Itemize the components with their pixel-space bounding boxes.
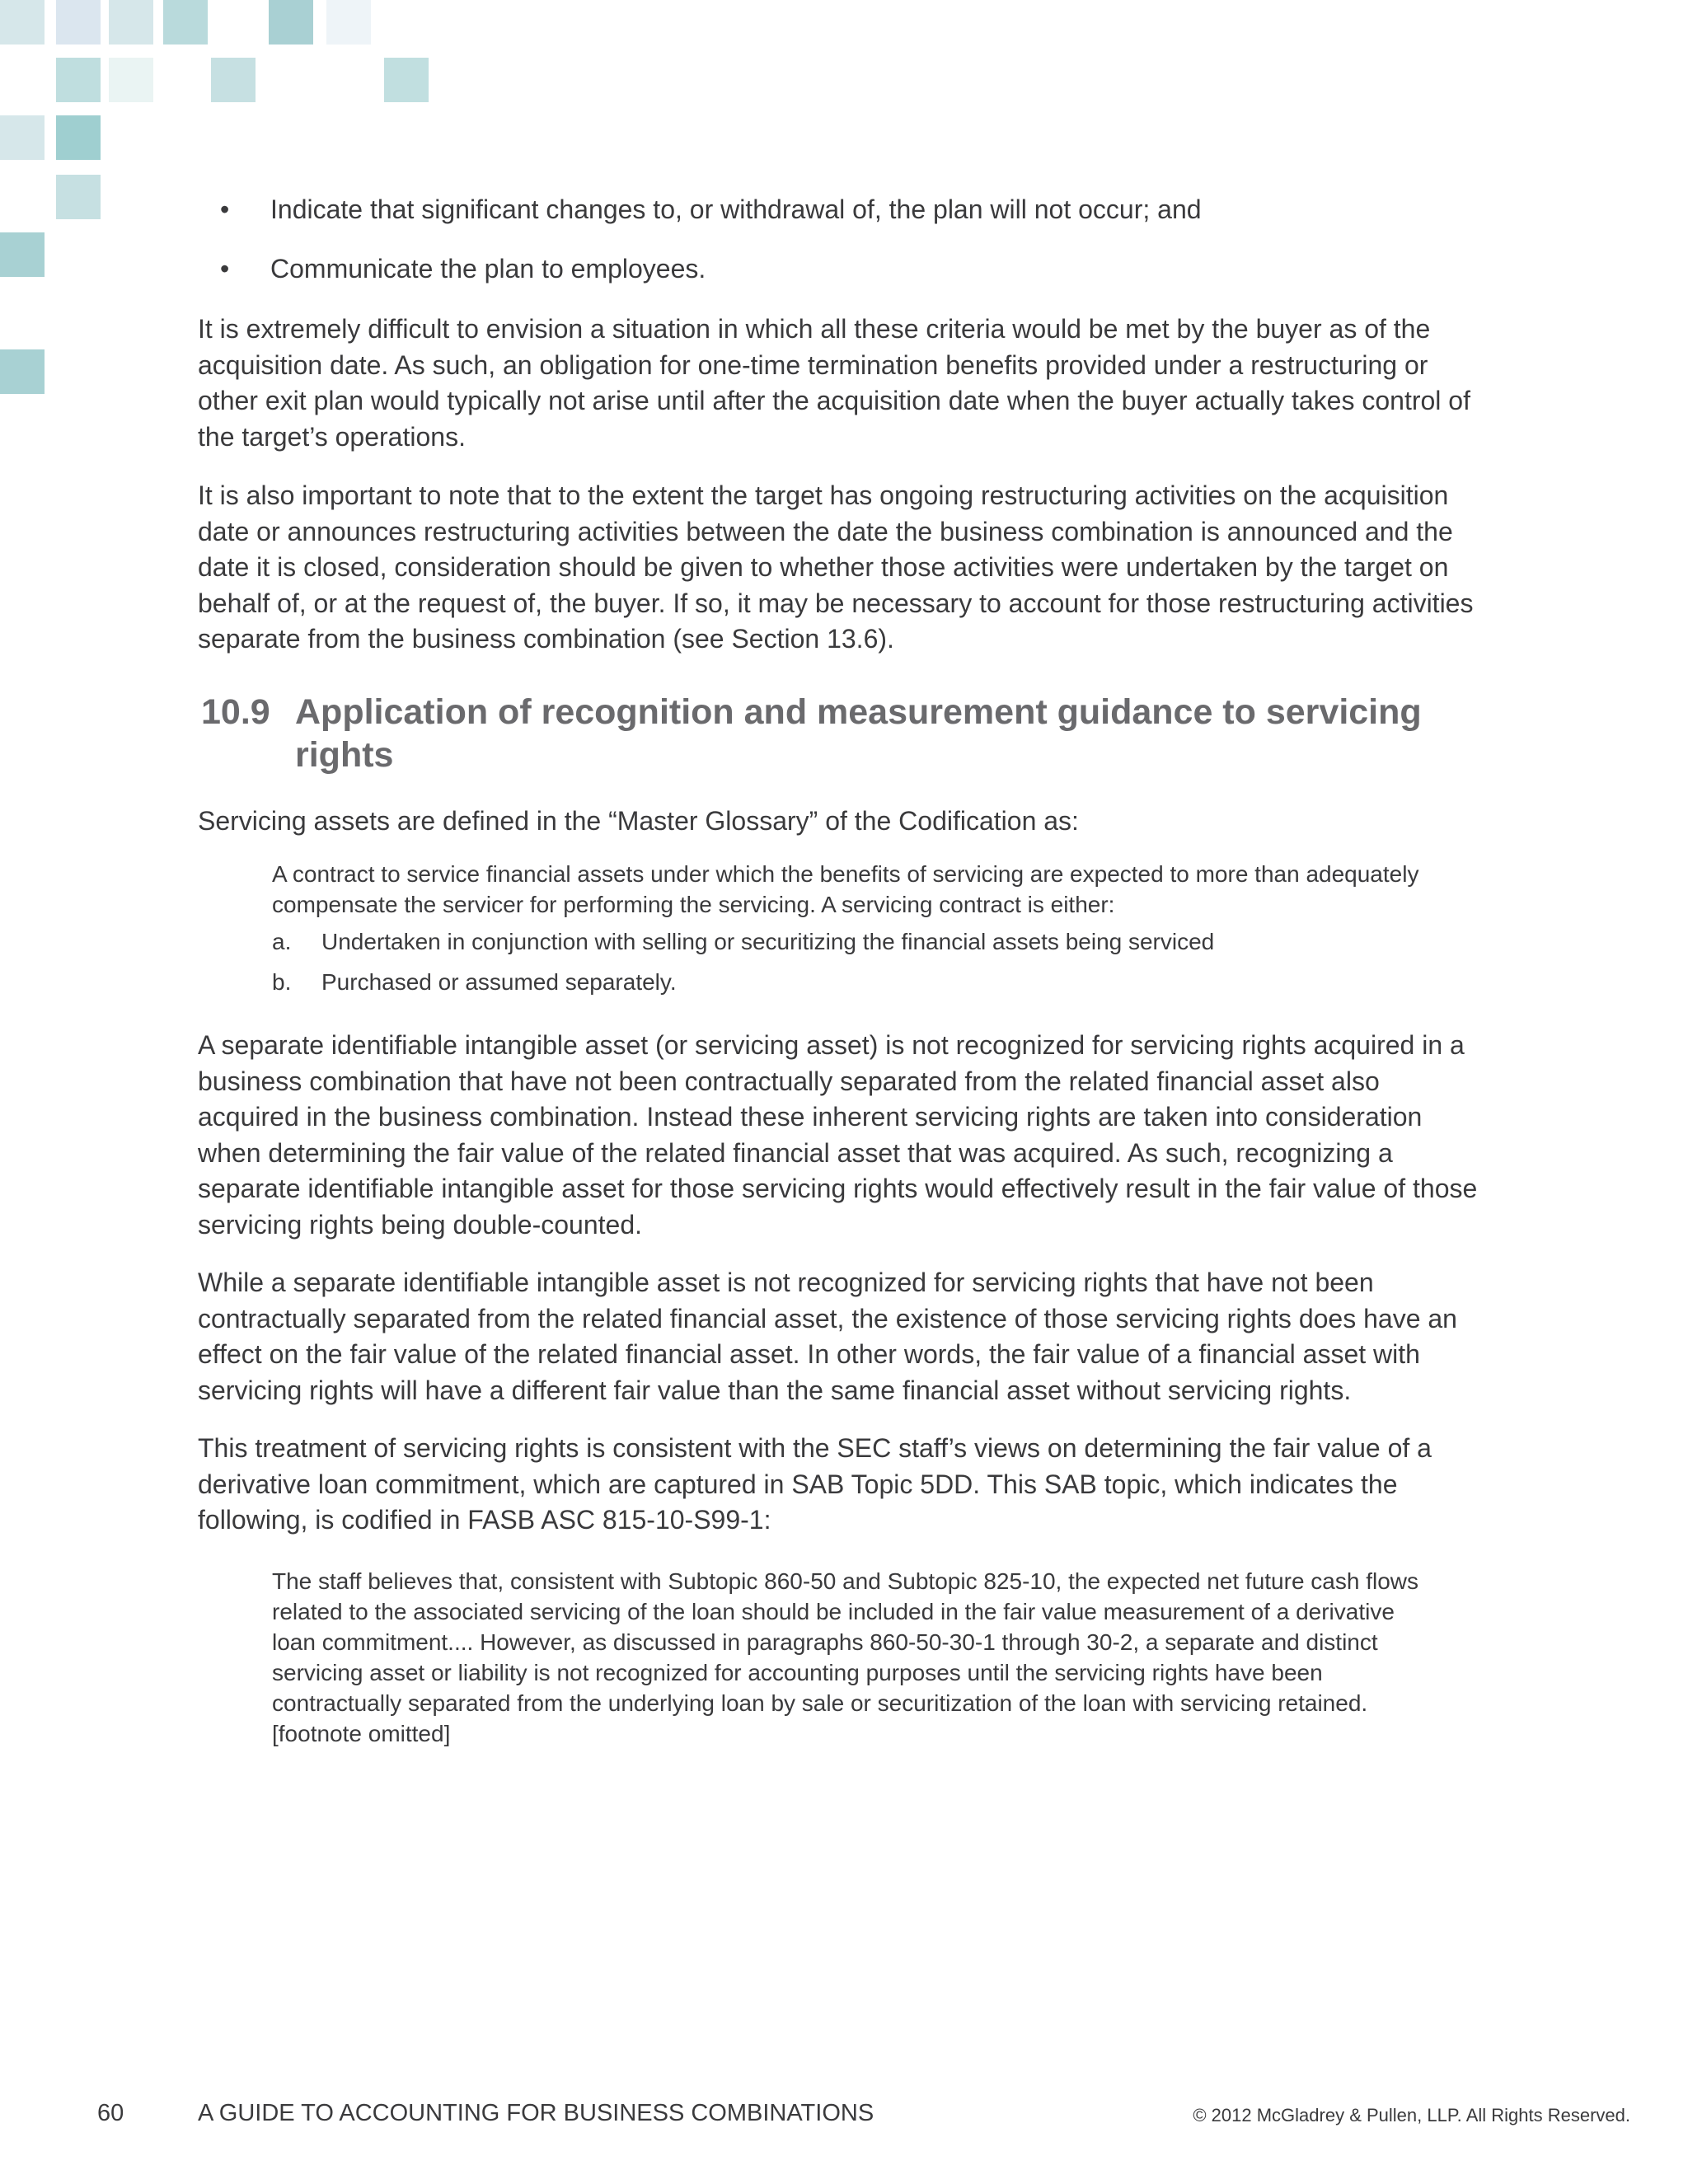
list-item <box>272 926 1426 967</box>
body-paragraph: A separate identifiable intangible asset (or servicing asset) is not recognized for servicing rights acquired in a business combination that have not been contractually separated from the related financial asset also acquired in the business combination. Instead these inherent servicing rights are taken into consideration when determining the fair value of the related financial asset that was acquired. As such, recognizing a separate identifiable intangible asset for those servicing rights would effectively result in the fair value of those servicing rights being double-counted. <box>198 1030 1478 1240</box>
bullet-dot-icon: • <box>220 194 230 224</box>
quote-text: The staff believes that, consistent with Subtopic 860-50 and Subtopic 825-10, the expected net future cash flows related to the associated servicing of the loan should be included in the fair value measurement of a derivative loan commitment.... However, as discussed in paragraphs 860-50-30-1 through 30-2, a separate and distinct servicing asset or liability is not recognized for accounting purposes until the servicing rights have been contractually separated from the underlying loan by sale or securitization of the loan with servicing retained. [footnote omitted] <box>272 1568 1419 1746</box>
quote-list <box>272 926 1426 1007</box>
bullet-dot-icon: • <box>220 254 230 284</box>
body-paragraph: This treatment of servicing rights is consistent with the SEC staff’s views on determining the fair value of a derivative loan commitment, which are captured in SAB Topic 5DD. This SAB topic, which indicates the following, is codified in FASB ASC 815-10-S99-1: <box>198 1433 1432 1535</box>
section-title: Application of recognition and measurement guidance to servicing rights <box>295 692 1422 775</box>
quote-text: A contract to service financial assets under which the benefits of servicing are expected to more than adequately compensate the servicer for performing the servicing. A servicing contract is either: <box>272 861 1419 917</box>
footer-copyright: © 2012 McGladrey & Pullen, LLP. All Rights Reserved. <box>1193 2105 1630 2125</box>
footer-guide-title: A GUIDE TO ACCOUNTING FOR BUSINESS COMBINATIONS <box>198 2100 874 2126</box>
list-letter: b. <box>272 969 292 995</box>
page-number: 60 <box>97 2100 124 2126</box>
body-paragraph: While a separate identifiable intangible asset is not recognized for servicing rights that have not been contractually separated from the related financial asset, the existence of those servicing rights does have an effect on the fair value of the related financial asset. In other words, the fair value of a financial asset with servicing rights will have a different fair value than the same financial asset without servicing rights. <box>198 1268 1457 1405</box>
section-number: 10.9 <box>201 692 270 732</box>
bullet-text: Communicate the plan to employees. <box>270 254 706 284</box>
body-paragraph: Servicing assets are defined in the “Master Glossary” of the Codification as: <box>198 806 1079 836</box>
block-quote <box>272 1566 1426 1749</box>
list-text: Purchased or assumed separately. <box>321 969 677 995</box>
list-text: Undertaken in conjunction with selling or securitizing the financial assets being serviced <box>321 929 1215 954</box>
body-paragraph: It is also important to note that to the extent the target has ongoing restructuring activities on the acquisition date or announces restructuring activities between the date the business combination is announced and the date it is closed, consideration should be given to whether those activities were undertaken by the target on behalf of, or at the request of, the buyer. If so, it may be necessary to account for those restructuring activities separate from the business combination (see Section 13.6). <box>198 480 1474 654</box>
body-paragraph: It is extremely difficult to envision a situation in which all these criteria would be met by the buyer as of the acquisition date. As such, an obligation for one-time termination benefits provided under a restructuring or other exit plan would typically not arise until after the acquisition date when the buyer actually takes control of the target’s operations. <box>198 314 1470 452</box>
bullet-text: Indicate that significant changes to, or withdrawal of, the plan will not occur; and <box>270 194 1202 224</box>
list-letter: a. <box>272 929 292 954</box>
list-item <box>272 967 1426 1007</box>
block-quote <box>272 859 1426 920</box>
